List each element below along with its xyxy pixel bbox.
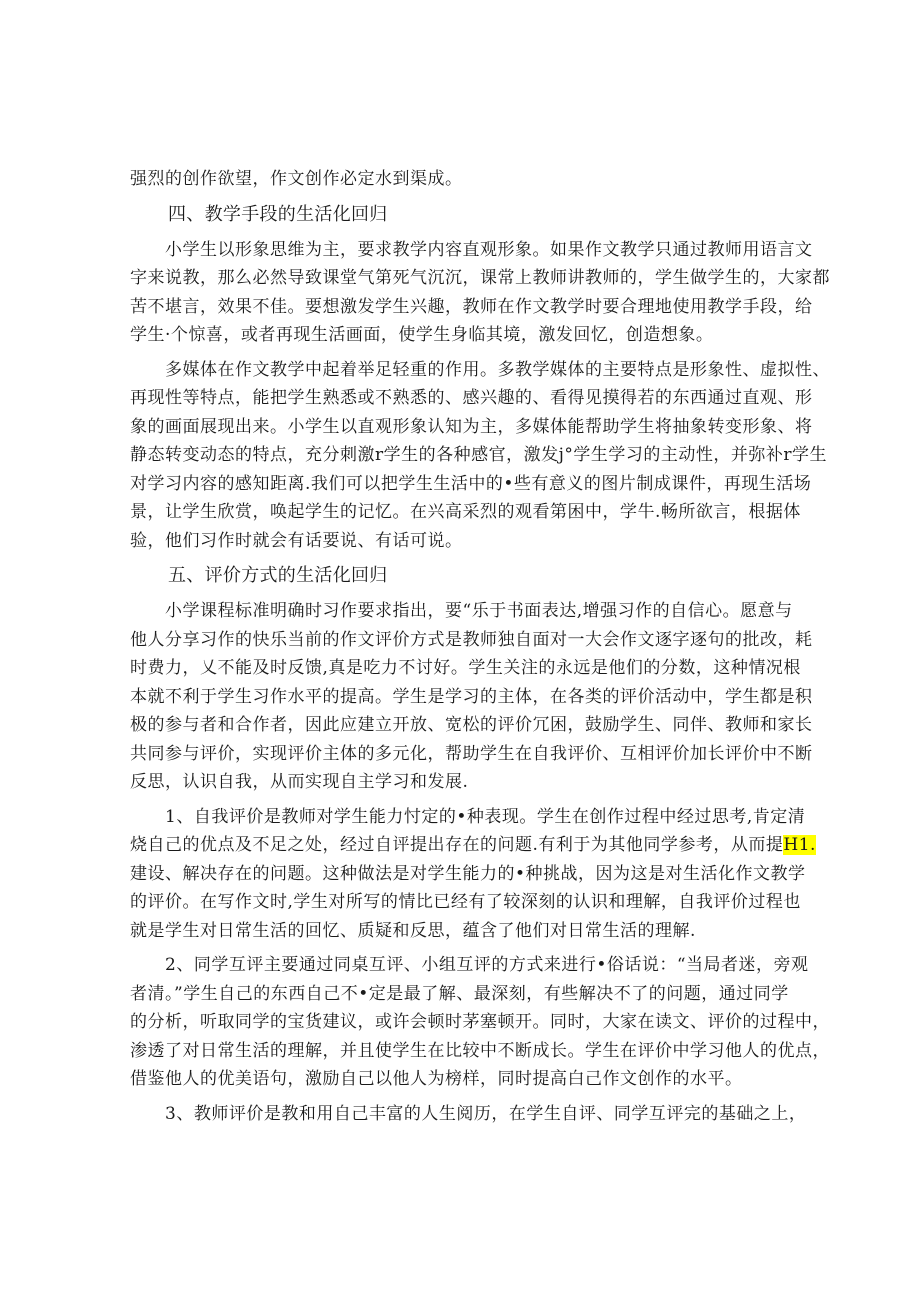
paragraph-line: 共同参与评价，实现评价主体的多元化，帮助学生在自我评价、互相评价加长评价中不断 [130, 743, 813, 764]
paragraph-line: 他人分享习作的快乐当前的作文评价方式是教师独自面对一大会作文逐字逐句的批改，耗 [130, 629, 813, 650]
paragraph-line: 学生·个惊喜，或者再现生活画面，使学生身临其境，激发回忆，创造想象。 [130, 325, 714, 345]
paragraph-line: 本就不利于学生习作水平的提高。学生是学习的主体，在各类的评价活动中，学生都是积 [130, 686, 813, 707]
paragraph-line: 反思，认识自我，从而实现自主学习和发展. [130, 772, 469, 792]
paragraph-line [130, 831, 816, 860]
paragraph-line: 建设、解决存在的问题。这种做法是对学生能力的•种挑战，因为这是对生活化作文教学 [130, 863, 806, 884]
paragraph-line: 字来说教，那么必然导致课堂气第死气沉沉，课常上教师讲教师的，学生做学生的，大家都 [130, 268, 830, 288]
paragraph-line: 多媒体在作文教学中起着举足轻重的作用。多教学媒体的主要特点是形象性、虚拟性、 [130, 359, 830, 380]
section-heading-4: 四、教学手段的生活化回归 [168, 203, 388, 225]
section-heading-5: 五、评价方式的生活化回归 [168, 565, 388, 586]
paragraph-line: 再现性等特点，能把学生熟悉或不熟悉的、感兴趣的、看得见摸得若的东西通过直观、形 [130, 388, 813, 408]
highlighted-text: H1. [783, 835, 816, 855]
paragraph-line: 苦不堪言，效果不佳。要想激发学生兴趣，教师在作文教学时要合理地使用教学手段，给 [130, 296, 813, 317]
paragraph-line: 的分析，听取同学的宝货建议，或许会顿时茅塞顿开。同时，大家在读文、评价的过程中， [130, 1012, 830, 1032]
paragraph-line: 静态转变动态的特点，充分刺激r学生的各种感官，激发j°学生学习的主动性，并弥补r学生 [130, 445, 828, 465]
paragraph-line: 3、教师评价是教和用自己丰富的人生阅历，在学生自评、同学互评完的基础之上， [130, 1103, 807, 1124]
paragraph-line: 验，他们习作时就会有话要说、有话可说。 [130, 530, 463, 551]
paragraph-line: 景，让学生欣赏，唤起学生的记忆。在兴高采烈的观看第困中，学牛.畅所欲言，根据体 [130, 502, 801, 522]
paragraph-line: 1、自我评价是教师对学生能力忖定的•种表现。学生在创作过程中经过思考,肯定清 [130, 806, 806, 827]
paragraph-line: 极的参与者和合作者，因此应建立开放、宽松的评价冗困，鼓励学生、同伴、教师和家长 [130, 715, 813, 735]
line-text: 烧自己的优点及不足之处，经过自评提出存在的问题.有利于为其他同学参考，从而提 [130, 835, 784, 855]
paragraph-line: 对学习内容的感知距离.我们可以把学生生活中的•些有意义的图片制成课件，再现生活场 [130, 473, 812, 494]
paragraph-line: 象的画面展现出来。小学生以直观形象认知为主，多媒体能帮助学生将抽象转变形象、将 [130, 416, 813, 437]
paragraph-line: 强烈的创作欲望，作文创作必定水到渠成。 [130, 169, 463, 189]
paragraph-line: 就是学生对日常生活的回忆、质疑和反思，蕴含了他们对日常生活的理解. [130, 920, 696, 941]
paragraph-line: 渗透了对日常生活的理解，并且使学生在比较中不断成长。学生在评价中学习他人的优点， [130, 1040, 830, 1061]
document-body [130, 165, 830, 1128]
paragraph-line: 2、同学互评主要通过同桌互评、小组互评的方式来进行•俗话说：“当局者迷，旁观 [130, 955, 809, 975]
paragraph-line: 借鉴他人的优美语句，激励自己以他人为榜样，同时提高白己作文创作的水平。 [130, 1069, 743, 1089]
paragraph-line: 小学生以形象思维为主，要求教学内容直观形象。如果作文教学只通过教师用语言文 [130, 239, 813, 260]
paragraph-line: 小学课程标准明确时习作要求指出，要“乐于书面表达,增强习作的自信心。愿意与 [130, 601, 793, 621]
paragraph-line: 的评价。在写作文时,学生对所写的情比已经有了较深刻的认识和理解，自我评价过程也 [130, 892, 801, 912]
paragraph-line: 者清。”学生自己的东西自己不•定是最了解、最深刻，有些解决不了的问题，通过同学 [130, 983, 789, 1004]
paragraph-line: 时费力，乂不能及时反馈,真是吃力不讨好。学生关注的永远是他们的分数，这种情况根 [130, 658, 801, 678]
